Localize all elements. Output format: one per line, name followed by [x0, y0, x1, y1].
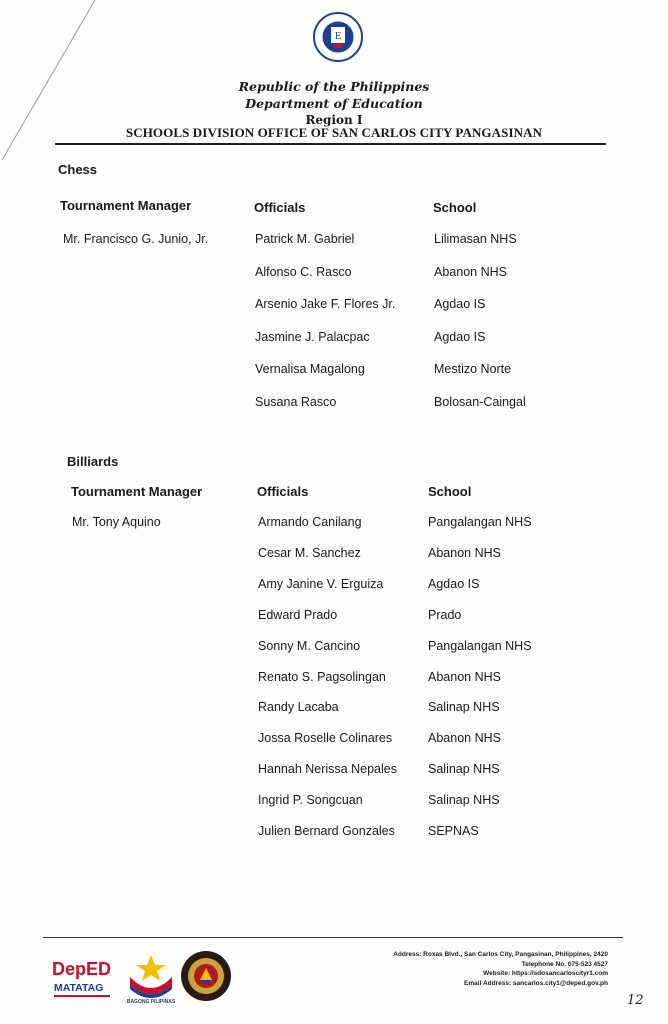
billiards-official-name: Amy Janine V. Erguiza [258, 576, 384, 591]
billiards-official-school: Salinap NHS [428, 762, 500, 777]
footer-contact-block [393, 950, 608, 988]
footer-divider [43, 937, 623, 938]
chess-official-school: Agdao IS [434, 329, 486, 344]
deped-matatag-logo-icon [50, 955, 116, 1003]
billiards-official-school: SEPNAS [428, 824, 479, 838]
billiards-col-manager: Tournament Manager [71, 484, 203, 499]
billiards-official-school: Abanon NHS [428, 545, 501, 560]
chess-official-school: Lilimasan NHS [434, 232, 517, 246]
billiards-official-school: Salinap NHS [428, 700, 500, 715]
billiards-official-school: Pangalangan NHS [428, 638, 532, 653]
logo-matatag-text: MATATAG [54, 982, 104, 994]
billiards-official-school: Prado [428, 607, 462, 622]
chess-official-name: Alfonso C. Rasco [255, 264, 352, 279]
chess-official-name: Susana Rasco [255, 395, 337, 409]
billiards-official-name: Renato S. Pagsolingan [258, 669, 386, 684]
billiards-official-name: Armando Canilang [258, 515, 362, 529]
billiards-official-name: Ingrid P. Songcuan [258, 793, 363, 808]
footer-address: Address: Roxas Blvd., San Carlos City, Pangasinan, Philippines, 2420 [393, 951, 608, 958]
footer-website[interactable]: Website: https://sdosancarloscityr1.com [483, 970, 608, 978]
chess-manager-name: Mr. Francisco G. Junio, Jr. [63, 232, 209, 246]
header-office: SCHOOLS DIVISION OFFICE OF SAN CARLOS CITY PANGASINAN [125, 125, 543, 140]
sdo-san-carlos-seal-icon [180, 950, 232, 1002]
logo-deped-text: DepED [52, 959, 112, 979]
chess-official-name: Arsenio Jake F. Flores Jr. [255, 297, 396, 312]
billiards-section-title: Billiards [67, 454, 119, 469]
billiards-official-name: Sonny M. Cancino [258, 638, 361, 653]
bagong-pilipinas-logo-icon [122, 951, 180, 1005]
chess-official-school: Mestizo Norte [434, 362, 512, 377]
chess-official-name: Vernalisa Magalong [255, 362, 365, 377]
header-department: Department of Education [245, 96, 423, 111]
billiards-official-name: Randy Lacaba [258, 700, 339, 715]
footer-email[interactable]: Email Address: sancarlos.city1@deped.gov.ph [464, 979, 608, 987]
billiards-official-name: Julien Bernard Gonzales [258, 824, 395, 838]
billiards-official-name: Cesar M. Sanchez [258, 545, 361, 560]
chess-col-manager: Tournament Manager [60, 198, 192, 213]
svg-text:E: E [334, 32, 342, 42]
billiards-manager-name: Mr. Tony Aquino [72, 515, 161, 529]
billiards-official-school: Abanon NHS [428, 731, 501, 746]
billiards-col-school: School [428, 484, 472, 499]
billiards-official-name: Hannah Nerissa Nepales [258, 762, 397, 777]
chess-official-name: Patrick M. Gabriel [255, 232, 355, 246]
header-divider [55, 143, 606, 145]
footer-telephone: Telephone No. 075-523 4527 [521, 960, 608, 968]
chess-col-school: School [433, 200, 477, 215]
billiards-official-name: Jossa Roselle Colinares [258, 731, 393, 746]
billiards-official-school: Abanon NHS [428, 669, 501, 684]
chess-official-school: Bolosan-Caingal [434, 395, 526, 409]
billiards-official-name: Edward Prado [258, 607, 338, 622]
chess-official-school: Abanon NHS [434, 264, 507, 279]
chess-section-title: Chess [58, 162, 98, 177]
billiards-official-school: Pangalangan NHS [428, 515, 532, 529]
chess-official-school: Agdao IS [434, 297, 486, 312]
billiards-official-school: Salinap NHS [428, 793, 500, 808]
chess-col-officials: Officials [254, 200, 306, 215]
billiards-official-school: Agdao IS [428, 576, 480, 591]
header-region: Region I [305, 113, 363, 127]
deped-seal-icon [313, 12, 363, 62]
billiards-col-officials: Officials [257, 484, 309, 499]
logo-bagong-text: BAGONG PILIPINAS [126, 999, 176, 1005]
chess-official-name: Jasmine J. Palacpac [255, 329, 370, 344]
header-republic: Republic of the Philippines [238, 79, 430, 94]
page-number: 12 [627, 993, 644, 1008]
